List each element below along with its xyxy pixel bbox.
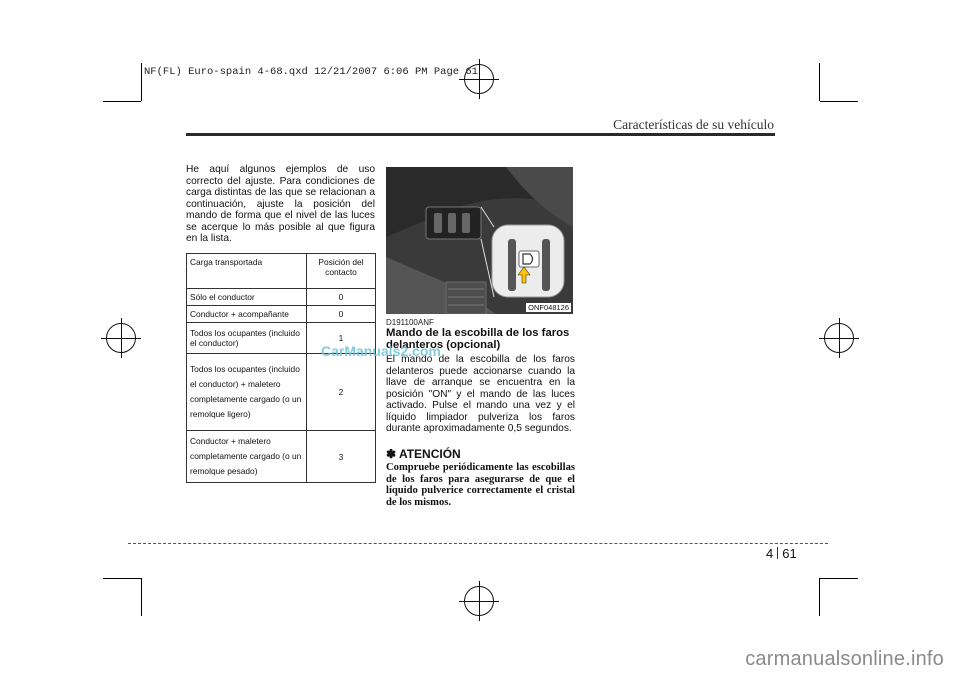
footer-rule <box>128 543 828 544</box>
header-rule <box>186 133 775 136</box>
table-header-load: Carga transportada <box>187 254 307 289</box>
intro-paragraph: He aquí algunos ejemplos de uso correcto del ajuste. Para condiciones de carga distintas de las que se relacionan a continuación, ajuste la posición del mando de forma que el nivel de las luces se acerque lo más posible al que figura en la lista. <box>186 164 375 244</box>
table-cell-load: Conductor + maletero completamente cargado (o un remolque pesado) <box>187 431 307 483</box>
page-number-divider <box>777 547 778 559</box>
attention-heading: ✽ ATENCIÓN <box>386 447 461 461</box>
crop-mark <box>141 578 142 616</box>
table-row <box>187 354 376 431</box>
registration-mark-right <box>824 323 854 353</box>
table-cell-position: 1 <box>307 323 376 354</box>
headlamp-washer-photo <box>386 167 573 314</box>
dashboard-illustration <box>386 167 573 314</box>
page-number <box>766 546 797 561</box>
crop-mark <box>103 101 141 102</box>
section-body: El mando de la escobilla de los faros delanteros puede accionarse cuando la llave de arranque se encuentra en la posición "ON" y el mando de las luces activado. Pulse el mando una vez y el líquido limpiador pulveriza los faros durante aproximadamente 0,5 segundos. <box>386 354 575 434</box>
crop-mark <box>103 578 141 579</box>
table-row <box>187 289 376 306</box>
page-section-title: Características de su vehículo <box>613 117 774 132</box>
crop-mark <box>820 101 858 102</box>
table-cell-load: Todos los ocupantes (incluido el conductor) <box>187 323 307 354</box>
table-cell-position: 2 <box>307 354 376 431</box>
table-cell-position: 0 <box>307 306 376 323</box>
crop-mark <box>819 578 820 616</box>
print-slug: NF(FL) Euro-spain 4-68.qxd 12/21/2007 6:06 PM Page 61 <box>144 66 478 78</box>
table-header-row <box>187 254 376 289</box>
footer-watermark: carmanualsonline.info <box>745 648 944 670</box>
center-watermark: CarManuals2.com <box>321 343 441 359</box>
chapter-number: 4 <box>766 546 774 561</box>
section-code: D191100ANF <box>386 318 434 327</box>
registration-mark-left <box>106 323 136 353</box>
registration-mark-bottom <box>464 586 494 616</box>
table-cell-load: Sólo el conductor <box>187 289 307 306</box>
crop-mark <box>141 63 142 101</box>
table-cell-position: 3 <box>307 431 376 483</box>
table-cell-load: Todos los ocupantes (incluido el conductor) + maletero completamente cargado (o un remolque ligero) <box>187 354 307 431</box>
table-header-position: Posición del contacto <box>307 254 376 289</box>
table-row <box>187 431 376 483</box>
crop-mark <box>819 63 820 101</box>
figure-code: ONF048126 <box>528 303 569 312</box>
table-cell-position: 0 <box>307 289 376 306</box>
table-cell-load: Conductor + acompañante <box>187 306 307 323</box>
attention-body: Compruebe periódicamente las escobillas de los faros para asegurarse de que el líquido pulverice correctamente el cristal de los mismos. <box>386 462 575 508</box>
load-position-table <box>186 253 376 483</box>
page-number-value: 61 <box>782 546 797 561</box>
table-row <box>187 306 376 323</box>
crop-mark <box>820 578 858 579</box>
section-heading: Mando de la escobilla de los faros delanteros (opcional) <box>386 327 570 351</box>
